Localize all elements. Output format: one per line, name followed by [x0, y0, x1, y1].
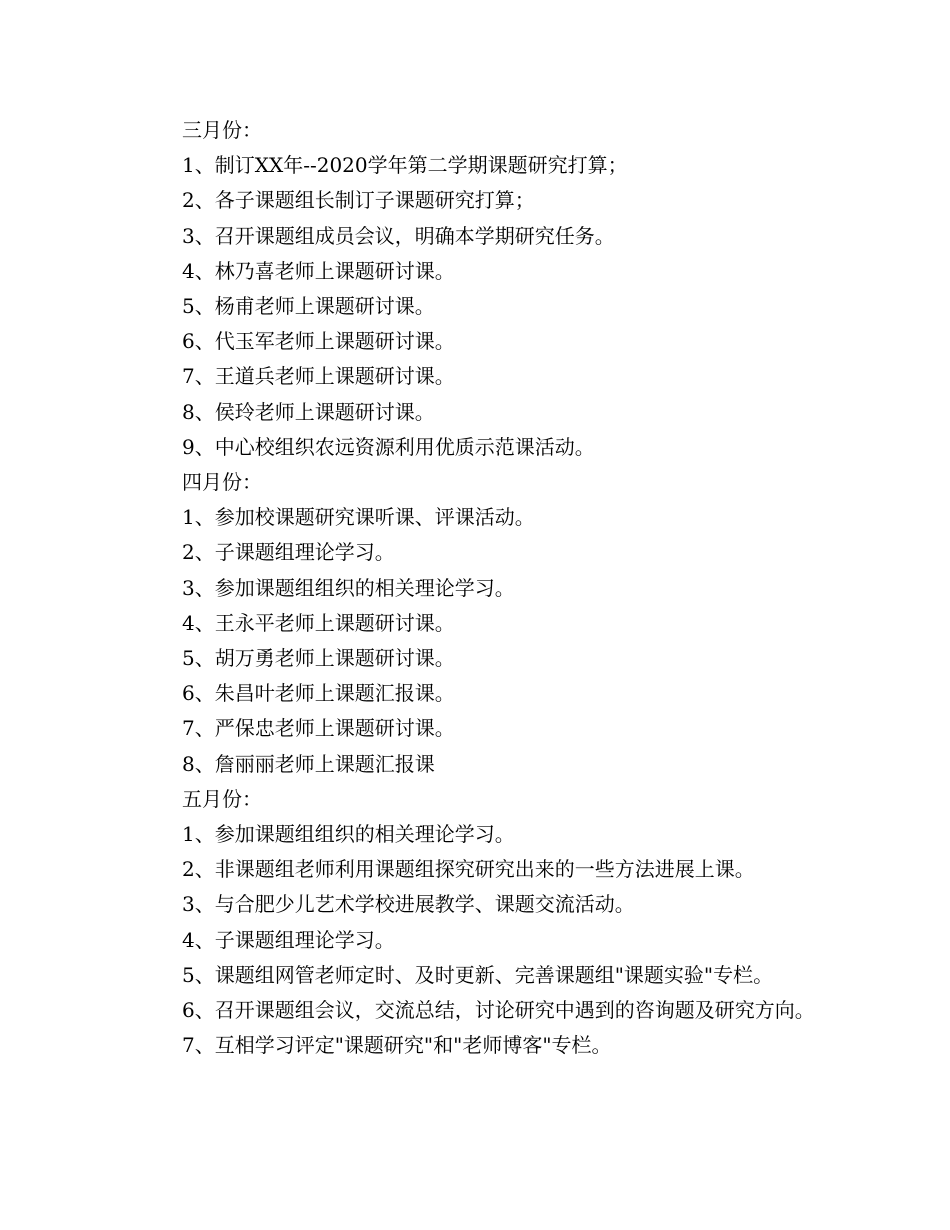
- march-item-1: 1、制订XX年--2020学年第二学期课题研究打算；: [182, 153, 628, 178]
- may-item-2: 2、非课题组老师利用课题组探究研究出来的一些方法进展上课。: [182, 857, 755, 882]
- march-item-2: 2、各子课题组长制订子课题研究打算；: [182, 188, 535, 213]
- may-item-4: 4、子课题组理论学习。: [182, 927, 395, 952]
- march-item-5: 5、杨甫老师上课题研讨课。: [182, 294, 435, 319]
- april-item-6: 6、朱昌叶老师上课题汇报课。: [182, 681, 455, 706]
- document-body: [140, 113, 830, 1063]
- april-item-1: 1、参加校课题研究课听课、评课活动。: [182, 505, 535, 530]
- section-heading-may: 五月份：: [182, 786, 262, 811]
- may-item-5: 5、课题组网管老师定时、及时更新、完善课题组"课题实验"专栏。: [182, 962, 774, 987]
- april-item-4: 4、王永平老师上课题研讨课。: [182, 610, 455, 635]
- section-heading-april: 四月份：: [182, 470, 262, 495]
- april-item-2: 2、子课题组理论学习。: [182, 540, 395, 565]
- march-item-4: 4、林乃喜老师上课题研讨课。: [182, 258, 455, 283]
- may-item-3: 3、与合肥少儿艺术学校进展教学、课题交流活动。: [182, 892, 635, 917]
- may-item-1: 1、参加课题组组织的相关理论学习。: [182, 822, 515, 847]
- section-heading-march: 三月份：: [182, 118, 262, 142]
- april-item-5: 5、胡万勇老师上课题研讨课。: [182, 646, 455, 671]
- may-item-7: 7、互相学习评定"课题研究"和"老师博客"专栏。: [182, 1033, 612, 1058]
- march-item-3: 3、召开课题组成员会议，明确本学期研究任务。: [182, 223, 615, 248]
- march-item-9: 9、中心校组织农远资源利用优质示范课活动。: [182, 434, 595, 459]
- march-item-6: 6、代玉军老师上课题研讨课。: [182, 329, 455, 354]
- april-item-3: 3、参加课题组组织的相关理论学习。: [182, 575, 515, 600]
- may-item-6: 6、召开课题组会议，交流总结，讨论研究中遇到的咨询题及研究方向。: [182, 998, 815, 1023]
- march-item-7: 7、王道兵老师上课题研讨课。: [182, 364, 455, 389]
- april-item-8: 8、詹丽丽老师上课题汇报课: [182, 751, 435, 776]
- april-item-7: 7、严保忠老师上课题研讨课。: [182, 716, 455, 741]
- march-item-8: 8、侯玲老师上课题研讨课。: [182, 399, 435, 424]
